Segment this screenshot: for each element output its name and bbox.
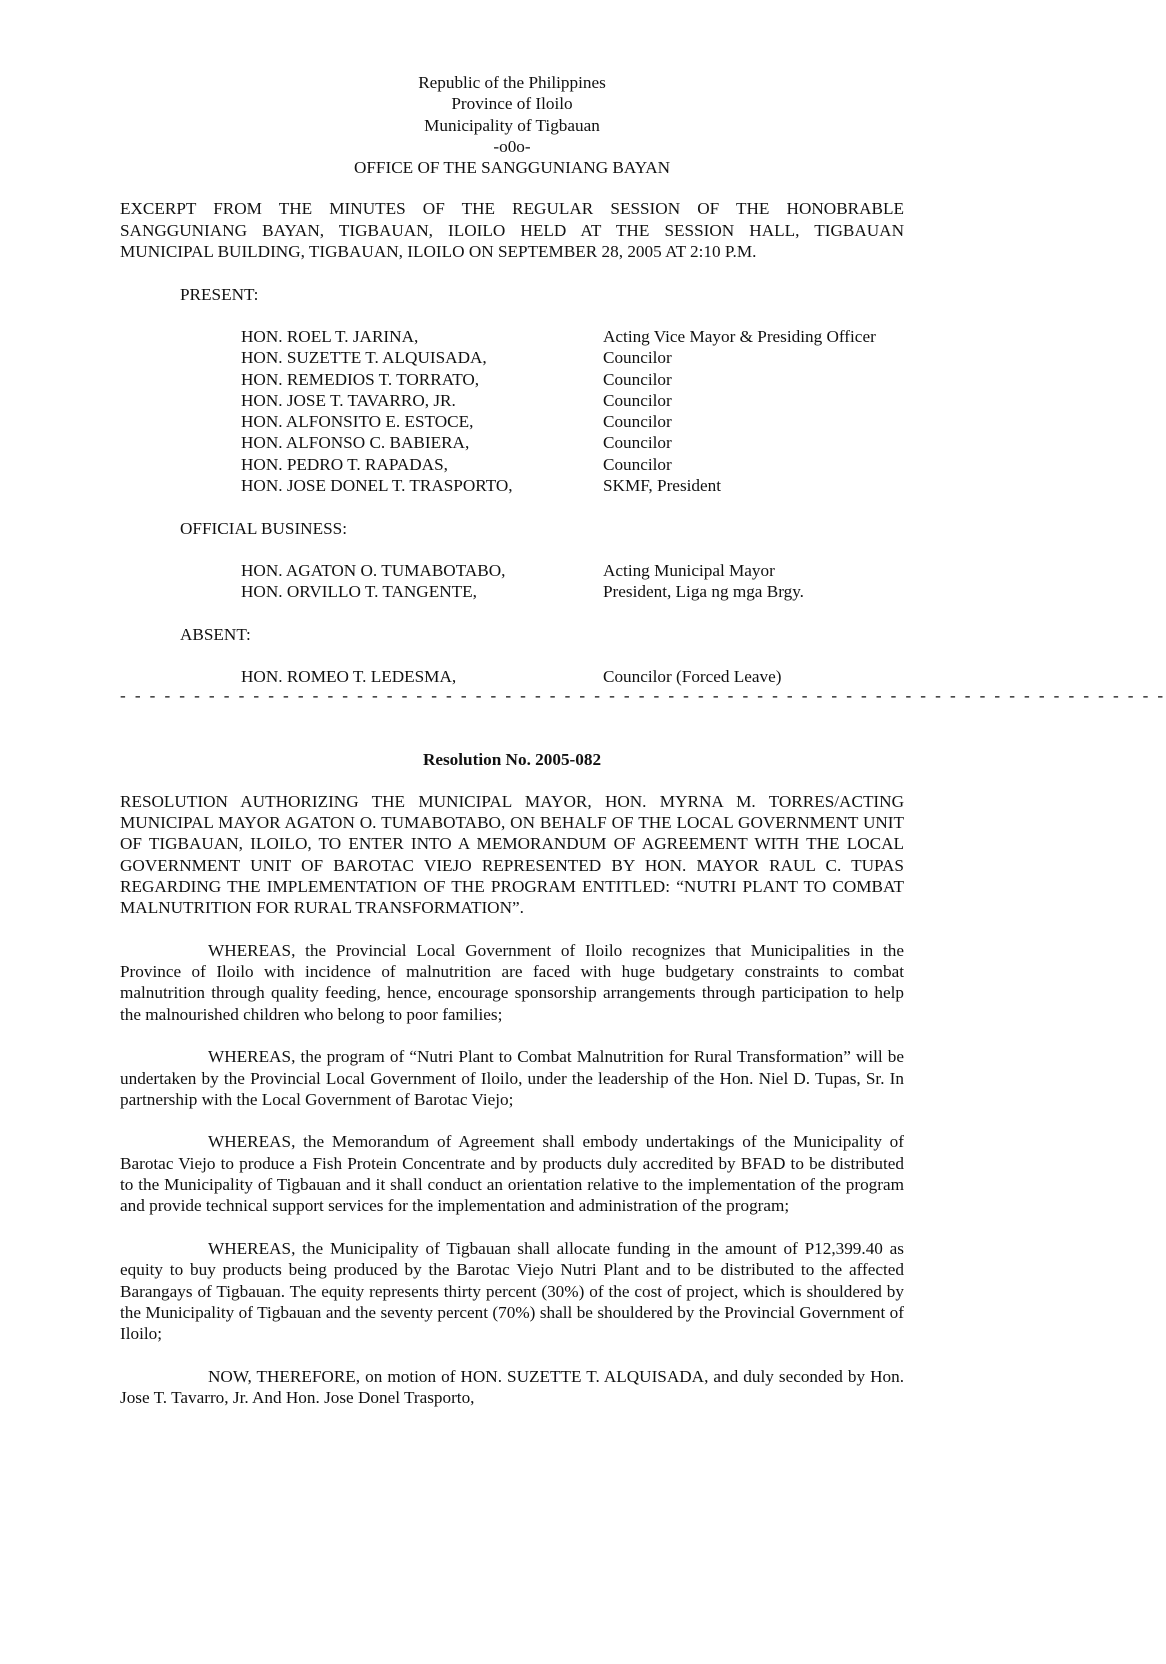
- member-name: HON. JOSE DONEL T. TRASPORTO,: [241, 476, 513, 496]
- official-business-label: OFFICIAL BUSINESS:: [180, 518, 347, 538]
- member-role: Councilor: [603, 433, 672, 453]
- member-name: HON. ROEL T. JARINA,: [241, 326, 419, 346]
- member-role: Acting Municipal Mayor: [603, 560, 775, 580]
- member-role: Councilor: [603, 348, 672, 368]
- letterhead: [120, 72, 904, 178]
- roster-row: [241, 666, 904, 687]
- whereas-paragraph-4: WHEREAS, the Municipality of Tigbauan shall allocate funding in the amount of P12,399.40 as equity to buy products being produced by the Barotac Viejo Nutri Plant and to be distributed to the affected Barangays of Tigbauan. The equity represents thirty percent (30%) of the cost of project, which is shouldered by the Municipality of Tigbauan and the seventy percent (70%) shall be shouldered by the Provincial Government of Iloilo;: [120, 1238, 904, 1344]
- section-separator: - - - - - - - - - - - - - - - - - - - - - - - - - - - - - - - - - - - - - - - - - - - - - - - - - - - - - - - - - - - - - - - - - - - - - - -: [120, 686, 1166, 706]
- member-role: Councilor: [603, 454, 672, 474]
- roster-row: [241, 369, 904, 390]
- member-role: Councilor: [603, 412, 672, 432]
- minutes-excerpt: EXCERPT FROM THE MINUTES OF THE REGULAR SESSION OF THE HONOBRABLE SANGGUNIANG BAYAN, TIGBAUAN, ILOILO HELD AT THE SESSION HALL, TIGBAUAN MUNICIPAL BUILDING, TIGBAUAN, ILOILO ON SEPTEMBER 28, 2005 AT 2:10 P.M.: [120, 199, 904, 262]
- resolution-title: RESOLUTION AUTHORIZING THE MUNICIPAL MAYOR, HON. MYRNA M. TORRES/ACTING MUNICIPAL MAYOR AGATON O. TUMABOTABO, ON BEHALF OF THE LOCAL GOVERNMENT UNIT OF TIGBAUAN, ILOILO, TO ENTER INTO A MEMORANDUM OF AGREEMENT WITH THE LOCAL GOVERNMENT UNIT OF BAROTAC VIEJO REPRESENTED BY HON. MAYOR RAUL C. TUPAS REGARDING THE IMPLEMENTATION OF THE PROGRAM ENTITLED: “NUTRI PLANT TO COMBAT MALNUTRITION FOR RURAL TRANSFORMATION”.: [120, 791, 904, 918]
- absent-roster: [241, 666, 904, 687]
- member-name: HON. ALFONSITO E. ESTOCE,: [241, 412, 474, 432]
- present-roster: [241, 326, 904, 496]
- roster-row: [241, 581, 904, 602]
- document-page: [120, 72, 1166, 1408]
- member-role: Acting Vice Mayor & Presiding Officer: [603, 326, 876, 346]
- letterhead-office: OFFICE OF THE SANGGUNIANG BAYAN: [353, 158, 671, 178]
- roster-row: [241, 432, 904, 453]
- member-role: Councilor (Forced Leave): [603, 667, 782, 687]
- member-name: HON. ALFONSO C. BABIERA,: [241, 433, 470, 453]
- member-name: HON. ROMEO T. LEDESMA,: [241, 667, 457, 687]
- roster-row: [241, 347, 904, 368]
- official-business-roster: [241, 560, 904, 603]
- roster-row: [241, 411, 904, 432]
- letterhead-country: Republic of the Philippines: [418, 73, 606, 92]
- resolution-number: Resolution No. 2005-082: [422, 750, 602, 770]
- letterhead-ornament: -o0o-: [493, 136, 531, 156]
- roster-row: [241, 560, 904, 581]
- member-role: Councilor: [603, 369, 672, 389]
- roster-row: [241, 454, 904, 475]
- now-therefore-paragraph: NOW, THEREFORE, on motion of HON. SUZETTE T. ALQUISADA, and duly seconded by Hon. Jose T. Tavarro, Jr. And Hon. Jose Donel Trasporto,: [120, 1366, 904, 1408]
- present-label: PRESENT:: [180, 284, 259, 304]
- member-role: President, Liga ng mga Brgy.: [603, 582, 804, 602]
- roster-row: [241, 390, 904, 411]
- roster-row: [241, 326, 904, 347]
- member-name: HON. ORVILLO T. TANGENTE,: [241, 582, 477, 602]
- absent-label: ABSENT:: [180, 624, 251, 644]
- letterhead-province: Province of Iloilo: [451, 94, 573, 114]
- member-name: HON. AGATON O. TUMABOTABO,: [241, 560, 506, 580]
- member-role: SKMF, President: [603, 476, 721, 496]
- whereas-paragraph-2: WHEREAS, the program of “Nutri Plant to Combat Malnutrition for Rural Transformation” will be undertaken by the Provincial Local Government of Iloilo, under the leadership of the Hon. Niel D. Tupas, Sr. In partnership with the Local Government of Barotac Viejo;: [120, 1047, 904, 1109]
- member-role: Councilor: [603, 390, 672, 410]
- roster-row: [241, 475, 904, 496]
- member-name: HON. PEDRO T. RAPADAS,: [241, 454, 448, 474]
- whereas-paragraph-1: WHEREAS, the Provincial Local Government of Iloilo recognizes that Municipalities in the Province of Iloilo with incidence of malnutrition are faced with huge budgetary constraints to combat malnutrition through quality feeding, hence, encourage sponsorship arrangements through participation to help the malnourished children who belong to poor families;: [120, 940, 904, 1024]
- member-name: HON. REMEDIOS T. TORRATO,: [241, 369, 480, 389]
- whereas-paragraph-3: WHEREAS, the Memorandum of Agreement shall embody undertakings of the Municipality of Barotac Viejo to produce a Fish Protein Concentrate and by products duly accredited by BFAD to be distributed to the Municipality of Tigbauan and it shall conduct an orientation relative to the implementation of the program and provide technical support services for the implementation and administration of the program;: [120, 1132, 904, 1216]
- member-name: HON. JOSE T. TAVARRO, JR.: [241, 390, 456, 410]
- member-name: HON. SUZETTE T. ALQUISADA,: [241, 348, 487, 368]
- letterhead-municipality: Municipality of Tigbauan: [424, 115, 600, 135]
